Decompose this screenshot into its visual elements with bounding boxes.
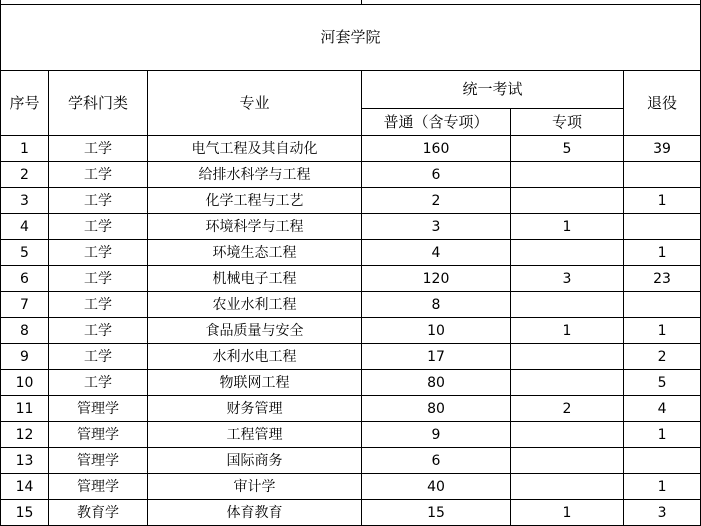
cell-veteran	[624, 448, 701, 474]
table-row	[1, 292, 701, 318]
cell-special	[511, 292, 624, 318]
cell-special	[511, 240, 624, 266]
cell-major: 审计学	[148, 474, 362, 500]
cell-veteran: 1	[624, 474, 701, 500]
cell-special	[511, 448, 624, 474]
cell-general: 120	[362, 266, 511, 292]
cell-special	[511, 188, 624, 214]
table-row	[1, 448, 701, 474]
cell-major: 财务管理	[148, 396, 362, 422]
table-row	[1, 162, 701, 188]
cell-general: 6	[362, 162, 511, 188]
cell-special	[511, 344, 624, 370]
table-row	[1, 474, 701, 500]
cell-seq: 14	[1, 474, 49, 500]
cell-seq: 3	[1, 188, 49, 214]
title-row	[1, 5, 701, 71]
header-major: 专业	[148, 71, 362, 136]
cell-veteran: 39	[624, 136, 701, 162]
table-row	[1, 344, 701, 370]
header-unified-exam: 统一考试	[362, 71, 624, 109]
table-row	[1, 370, 701, 396]
cell-special	[511, 370, 624, 396]
header-special: 专项	[511, 109, 624, 136]
college-title: 河套学院	[1, 5, 701, 71]
table-row	[1, 136, 701, 162]
cell-general: 10	[362, 318, 511, 344]
header-general: 普通（含专项）	[362, 109, 511, 136]
table-body	[1, 136, 701, 526]
cell-veteran	[624, 162, 701, 188]
header-row-1	[1, 71, 701, 109]
cell-general: 8	[362, 292, 511, 318]
cell-seq: 4	[1, 214, 49, 240]
table-row	[1, 266, 701, 292]
cell-category: 工学	[49, 318, 148, 344]
cell-category: 工学	[49, 136, 148, 162]
cell-special: 2	[511, 396, 624, 422]
cell-category: 管理学	[49, 474, 148, 500]
table-row	[1, 240, 701, 266]
cell-veteran: 3	[624, 500, 701, 526]
cell-major: 电气工程及其自动化	[148, 136, 362, 162]
cell-general: 80	[362, 396, 511, 422]
cell-category: 工学	[49, 188, 148, 214]
cell-general: 9	[362, 422, 511, 448]
cell-major: 国际商务	[148, 448, 362, 474]
cell-category: 教育学	[49, 500, 148, 526]
cell-category: 工学	[49, 266, 148, 292]
cell-seq: 12	[1, 422, 49, 448]
cell-category: 管理学	[49, 396, 148, 422]
table-row	[1, 188, 701, 214]
cell-major: 化学工程与工艺	[148, 188, 362, 214]
cell-category: 管理学	[49, 448, 148, 474]
cell-veteran: 2	[624, 344, 701, 370]
cell-general: 17	[362, 344, 511, 370]
cell-major: 水利水电工程	[148, 344, 362, 370]
cell-veteran: 1	[624, 188, 701, 214]
table-row	[1, 214, 701, 240]
cell-general: 2	[362, 188, 511, 214]
cell-special: 5	[511, 136, 624, 162]
cell-general: 3	[362, 214, 511, 240]
cell-major: 食品质量与安全	[148, 318, 362, 344]
table-row	[1, 500, 701, 526]
cell-seq: 2	[1, 162, 49, 188]
cell-general: 40	[362, 474, 511, 500]
cell-major: 机械电子工程	[148, 266, 362, 292]
cell-general: 6	[362, 448, 511, 474]
cell-veteran: 5	[624, 370, 701, 396]
cell-category: 工学	[49, 214, 148, 240]
cell-veteran: 4	[624, 396, 701, 422]
cell-general: 160	[362, 136, 511, 162]
header-category: 学科门类	[49, 71, 148, 136]
cell-seq: 15	[1, 500, 49, 526]
cell-category: 工学	[49, 240, 148, 266]
cell-general: 4	[362, 240, 511, 266]
cell-general: 80	[362, 370, 511, 396]
cell-category: 工学	[49, 292, 148, 318]
cell-special: 3	[511, 266, 624, 292]
cell-category: 工学	[49, 370, 148, 396]
cell-veteran: 1	[624, 318, 701, 344]
cell-seq: 8	[1, 318, 49, 344]
cell-major: 工程管理	[148, 422, 362, 448]
cell-special	[511, 474, 624, 500]
cell-seq: 7	[1, 292, 49, 318]
cell-veteran: 1	[624, 240, 701, 266]
cell-seq: 5	[1, 240, 49, 266]
cell-veteran	[624, 292, 701, 318]
cell-veteran: 1	[624, 422, 701, 448]
cell-major: 物联网工程	[148, 370, 362, 396]
cell-seq: 11	[1, 396, 49, 422]
cell-special	[511, 162, 624, 188]
cell-special: 1	[511, 500, 624, 526]
cell-seq: 10	[1, 370, 49, 396]
table-row	[1, 422, 701, 448]
cell-special: 1	[511, 214, 624, 240]
cell-major: 体育教育	[148, 500, 362, 526]
cell-veteran	[624, 214, 701, 240]
cell-major: 环境科学与工程	[148, 214, 362, 240]
cell-major: 给排水科学与工程	[148, 162, 362, 188]
cell-seq: 9	[1, 344, 49, 370]
cell-special: 1	[511, 318, 624, 344]
cell-major: 环境生态工程	[148, 240, 362, 266]
cell-veteran: 23	[624, 266, 701, 292]
cell-special	[511, 422, 624, 448]
cell-category: 工学	[49, 344, 148, 370]
cell-major: 农业水利工程	[148, 292, 362, 318]
cell-seq: 6	[1, 266, 49, 292]
cell-seq: 13	[1, 448, 49, 474]
header-seq: 序号	[1, 71, 49, 136]
cell-category: 工学	[49, 162, 148, 188]
table-row	[1, 396, 701, 422]
cell-category: 管理学	[49, 422, 148, 448]
cell-general: 15	[362, 500, 511, 526]
table-row	[1, 318, 701, 344]
header-veteran: 退役	[624, 71, 701, 136]
cell-seq: 1	[1, 136, 49, 162]
